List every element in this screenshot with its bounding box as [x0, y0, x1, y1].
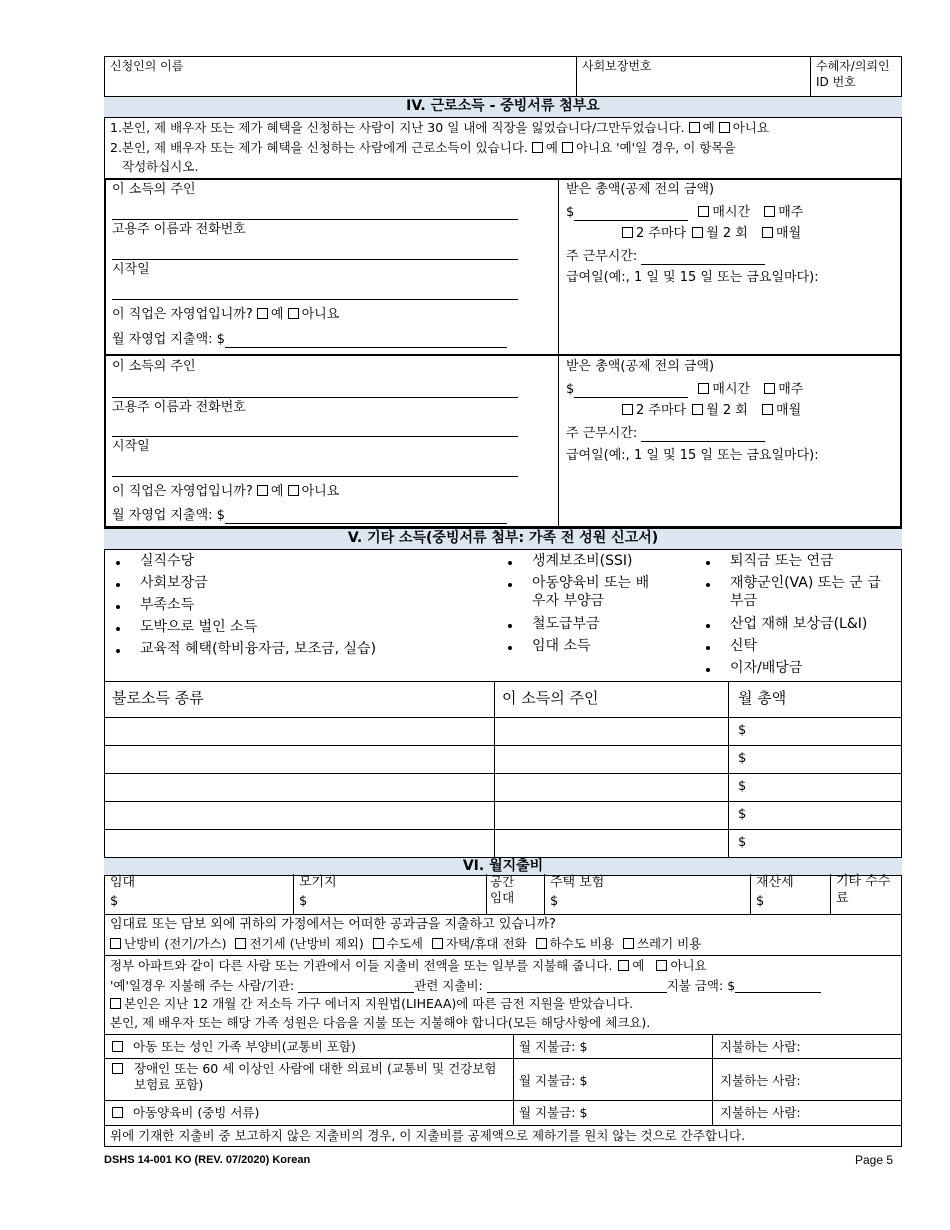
unearned-owner-header: 이 소득의 주인 [502, 689, 599, 707]
applicant-name-label: 신청인의 이름 [110, 59, 184, 73]
mortgage-dollar[interactable]: $ [299, 894, 308, 909]
pay-frequency-row-1: $ 매시간 매주 [566, 205, 804, 220]
earned-income-question: 2.본인, 제 배우자 또는 제가 혜택을 신청하는 사람에게 근로소득이 있습니다. 예 아니요 '예'일 경우, 이 항목을 [110, 140, 736, 155]
pay-frequency-row-1-b: $ 매시간 매주 [566, 382, 804, 397]
hours-per-week: 주 근무시간: [566, 248, 765, 265]
medical-expense-row: 장애인 또는 60 세 이상인 사람에 대한 의료비 (교통비 및 건강보험 보험료 포함) [112, 1061, 504, 1094]
table-row[interactable] [105, 746, 901, 773]
medical-expense-payer[interactable]: 지불하는 사람: [720, 1073, 801, 1088]
twice-monthly-checkbox-2[interactable] [692, 404, 703, 415]
utilities-row: 난방비 (전기/가스) 전기세 (난방비 제외) 수도세 자택/휴대 전화 하수도 비용 쓰레기 비용 [110, 936, 701, 951]
earned-income-yes-checkbox[interactable] [532, 142, 543, 153]
pay-frequency-row-2: 2 주마다 월 2 회 매월 [622, 226, 801, 242]
page-number: Page 5 [855, 1153, 894, 1167]
table-row[interactable] [105, 774, 901, 801]
child-support-payer[interactable]: 지불하는 사람: [720, 1105, 801, 1120]
start-date-line-2[interactable] [112, 476, 518, 477]
payer-row: '예'일경우 지불해 주는 사람/기관: 관련 지출비: 지불 금액: $ [110, 977, 821, 993]
form-page [104, 56, 902, 1147]
garbage-checkbox[interactable] [623, 938, 634, 949]
related-expense-field[interactable] [487, 977, 667, 993]
amount-dollar-sign: $ [738, 835, 747, 850]
other-income-item: 임대 소득 [532, 638, 591, 654]
home-insurance-label: 주택 보험 [550, 875, 605, 890]
other-income-item: 부족소득 [140, 597, 195, 613]
other-income-item: 생계보조비(SSI) [532, 553, 633, 569]
must-pay-statement: 본인, 제 배우자 또는 해당 가족 성원은 다음을 지불 또는 지불해야 합니다(모든 해당사항에 체크요). [110, 1015, 651, 1030]
start-date-line[interactable] [112, 299, 518, 300]
monthly-checkbox-2[interactable] [762, 404, 773, 415]
electricity-checkbox[interactable] [235, 938, 246, 949]
mortgage-label: 모기지 [299, 875, 337, 890]
water-checkbox[interactable] [373, 938, 384, 949]
section-vi-title: VI. 월지출비 [104, 857, 902, 876]
weekly-checkbox-2[interactable] [764, 383, 775, 394]
others-pay-yes-checkbox[interactable] [618, 960, 629, 971]
employer-line[interactable] [112, 259, 518, 260]
other-income-item: 재향군인(VA) 또는 군 급부금 [730, 575, 894, 610]
payday-label-2: 급여일(예:, 1 일 및 15 일 또는 금요일마다): [566, 448, 819, 463]
job-lost-yes-checkbox[interactable] [689, 122, 700, 133]
biweekly-checkbox-2[interactable] [622, 404, 633, 415]
other-income-item: 사회보장금 [140, 575, 208, 591]
other-fees-label: 기타 수수료 [836, 874, 891, 906]
earned-income-no-checkbox[interactable] [562, 142, 573, 153]
liheaa-checkbox[interactable] [110, 998, 121, 1009]
medical-expense-checkbox[interactable] [112, 1063, 123, 1074]
liheaa-row: 본인은 지난 12 개월 간 저소득 가구 에너지 지원법(LIHEAA)에 따른 금전 지원을 받았습니다. [110, 996, 633, 1011]
employer-line-2[interactable] [112, 436, 518, 437]
form-id: DSHS 14-001 KO (REV. 07/2020) Korean [104, 1154, 311, 1166]
gross-amount-field[interactable] [574, 204, 688, 221]
child-support-checkbox[interactable] [112, 1107, 123, 1118]
amount-dollar-sign: $ [738, 723, 747, 738]
self-employment-expense-field-2[interactable] [225, 507, 507, 524]
sewer-checkbox[interactable] [536, 938, 547, 949]
biweekly-checkbox[interactable] [622, 227, 633, 238]
property-tax-label: 재산세 [756, 875, 794, 890]
hours-per-week-2: 주 근무시간: [566, 425, 765, 442]
unreported-expense-disclaimer: 위에 기재한 지출비 중 보고하지 않은 지출비의 경우, 이 지출비를 공제액으로 제하기를 원치 않는 것으로 간주합니다. [110, 1128, 746, 1143]
family-support-checkbox[interactable] [112, 1041, 123, 1052]
property-tax-dollar[interactable]: $ [756, 894, 765, 909]
phone-checkbox[interactable] [432, 938, 443, 949]
income-owner-label: 이 소득의 주인 [112, 182, 196, 197]
child-support-monthly[interactable]: 월 지불금: $ [519, 1105, 588, 1120]
hours-per-week-field[interactable] [641, 248, 765, 265]
others-pay-question: 정부 아파트와 같이 다른 사람 또는 기관에서 이들 지출비 전액을 또는 일부를 지불해 줍니다. 예 아니요 [110, 958, 707, 973]
other-income-item: 아동양육비 또는 배우자 부양금 [532, 575, 658, 610]
family-support-monthly[interactable]: 월 지불금: $ [519, 1039, 588, 1054]
payday-label: 급여일(예:, 1 일 및 15 일 또는 금요일마다): [566, 270, 819, 285]
family-support-row: 아동 또는 성인 가족 부양비(교통비 포함) [112, 1039, 356, 1054]
payer-field[interactable] [298, 977, 414, 993]
table-row[interactable] [105, 830, 901, 857]
family-support-payer[interactable]: 지불하는 사람: [720, 1039, 801, 1054]
rent-label: 임대 [110, 875, 136, 890]
other-income-item: 신탁 [730, 638, 758, 654]
ssn-label: 사회보장번호 [582, 59, 652, 73]
other-income-item: 산업 재해 보상금(L&I) [730, 616, 868, 632]
self-employed-yes-checkbox-2[interactable] [257, 485, 268, 496]
pay-amount-field[interactable] [735, 977, 821, 993]
hourly-checkbox[interactable] [698, 206, 709, 217]
amount-dollar-sign: $ [738, 779, 747, 794]
hourly-checkbox-2[interactable] [698, 383, 709, 394]
rent-dollar[interactable]: $ [110, 894, 119, 909]
other-income-item: 실직수당 [140, 553, 195, 569]
pay-frequency-row-2-b: 2 주마다 월 2 회 매월 [622, 403, 801, 419]
earned-income-question-cont: 작성하십시오. [122, 159, 199, 174]
other-income-item: 철도급부금 [532, 616, 600, 632]
other-income-item: 이자/배당금 [730, 660, 803, 676]
gross-amount-label: 받은 총액(공제 전의 금액) [566, 182, 715, 197]
start-date-label-2: 시작일 [112, 439, 150, 454]
others-pay-no-checkbox[interactable] [656, 960, 667, 971]
weekly-checkbox[interactable] [764, 206, 775, 217]
self-employed-question-2: 이 직업은 자영업입니까? 예 아니요 [112, 484, 340, 499]
heating-checkbox[interactable] [110, 938, 121, 949]
start-date-label: 시작일 [112, 262, 150, 277]
income-owner-label-2: 이 소득의 주인 [112, 359, 196, 374]
income-owner-line-2[interactable] [112, 397, 518, 398]
gross-amount-label-2: 받은 총액(공제 전의 금액) [566, 359, 715, 374]
twice-monthly-checkbox[interactable] [692, 227, 703, 238]
amount-dollar-sign: $ [738, 807, 747, 822]
unearned-amount-header: 월 총액 [738, 689, 787, 707]
monthly-checkbox[interactable] [762, 227, 773, 238]
table-row[interactable] [105, 718, 901, 745]
recipient-id-label: 수혜자/의뢰인 ID 번호 [816, 59, 890, 89]
self-employed-no-checkbox[interactable] [288, 308, 299, 319]
space-rent-label: 공간 임대 [490, 874, 515, 906]
utilities-question: 임대료 또는 담보 외에 귀하의 가정에서는 어떠한 공과금을 지출하고 있습니까? [110, 917, 556, 932]
self-employed-yes-checkbox[interactable] [257, 308, 268, 319]
self-employment-expense-field[interactable] [225, 331, 507, 348]
unearned-type-header: 불로소득 종류 [112, 689, 204, 707]
hours-per-week-field-2[interactable] [641, 425, 765, 442]
self-employment-expense: 월 자영업 지출액: $ [112, 331, 507, 348]
employer-label-2: 고용주 이름과 전화번호 [112, 400, 246, 415]
job-lost-no-checkbox[interactable] [719, 122, 730, 133]
other-income-item: 교육적 혜택(학비융자금, 보조금, 실습) [140, 641, 377, 657]
amount-dollar-sign: $ [738, 751, 747, 766]
self-employed-question: 이 직업은 자영업입니까? 예 아니요 [112, 307, 340, 322]
home-insurance-dollar[interactable]: $ [550, 894, 559, 909]
section-v-title: V. 기타 소득(중빙서류 첨부: 가족 전 성원 신고서) [104, 528, 902, 550]
child-support-row: 아동양육비 (중빙 서류) [112, 1105, 259, 1120]
section-iv-title: IV. 근로소득 - 중빙서류 첨부요 [104, 96, 902, 118]
self-employed-no-checkbox-2[interactable] [288, 485, 299, 496]
other-income-item: 퇴직금 또는 연금 [730, 553, 834, 569]
table-row[interactable] [105, 802, 901, 829]
employer-label: 고용주 이름과 전화번호 [112, 222, 246, 237]
gross-amount-field-2[interactable] [574, 381, 688, 398]
medical-expense-monthly[interactable]: 월 지불금: $ [519, 1073, 588, 1088]
self-employment-expense-2: 월 자영업 지출액: $ [112, 507, 507, 524]
job-lost-question: 1.본인, 제 배우자 또는 제가 혜택을 신청하는 사람이 지난 30 일 내에 직장을 잃었습니다/그만두었습니다. 예 아니요 [110, 120, 769, 135]
other-income-item: 도박으로 벌인 소득 [140, 619, 258, 635]
income-owner-line[interactable] [112, 219, 518, 220]
